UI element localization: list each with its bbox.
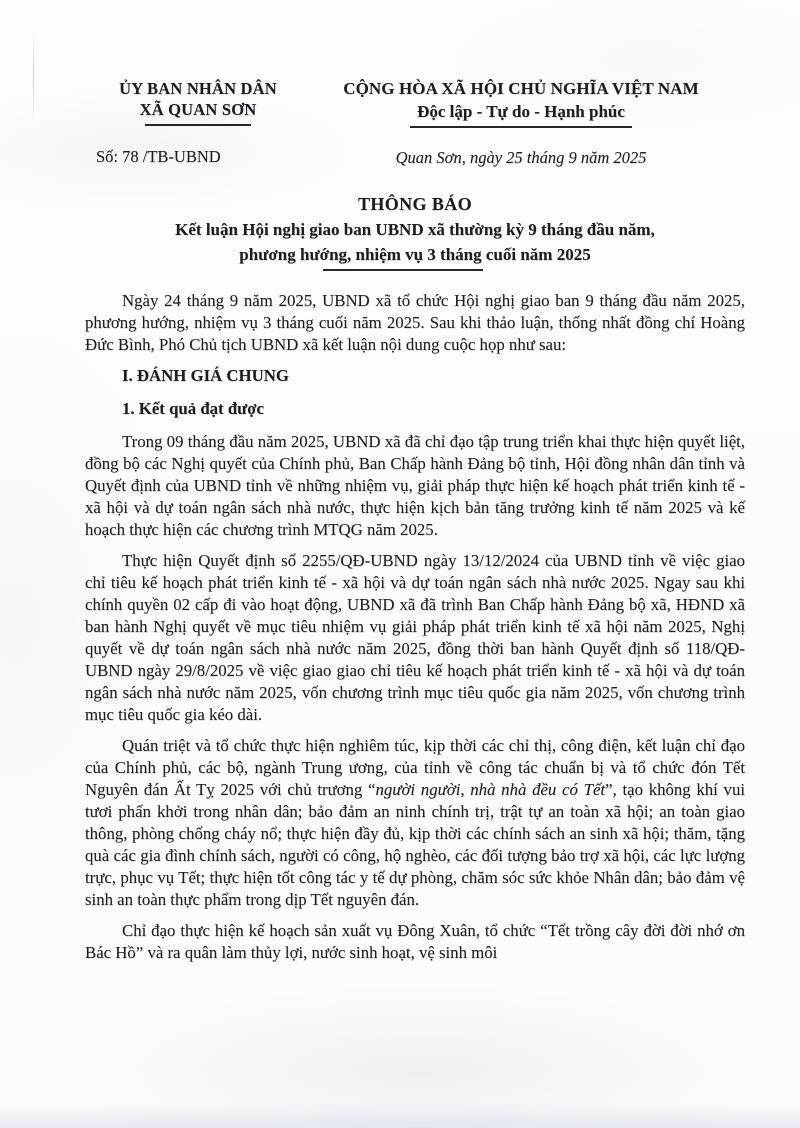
place-date-line: Quan Sơn, ngày 25 tháng 9 năm 2025 bbox=[395, 148, 647, 167]
document-type-title: THÔNG BÁO bbox=[357, 194, 473, 214]
body-paragraph bbox=[85, 920, 745, 964]
title-underline bbox=[323, 269, 483, 271]
paragraph-text: Thực hiện Quyết định số 2255/QĐ-UBND ngày 13/12/2024 của UBND tỉnh về việc giao chỉ tiêu kế hoạch phát triển kinh tế - xã hội và dự toán ngân sách nhà nước 2025. Ngay sau khi chính quyền 02 cấp đi vào hoạt động, UBND xã đã trình Ban Chấp hành Đảng bộ xã, HĐND xã ban hành Nghị quyết về mục tiêu nhiệm vụ giải pháp phát triển kinh tế xã hội năm 2025, Nghị quyết về dự toán ngân sách nhà nước năm 2025, đồng thời ban hành Quyết định số 118/QĐ-UBND ngày 29/8/2025 về việc giao giao chỉ tiêu kế hoạch phát triển kinh tế - xã hội và dự toán ngân sách nhà nước năm 2025, vốn chương trình mục tiêu quốc gia năm 2025, vốn chương trình mục tiêu quốc gia kéo dài. bbox=[85, 551, 745, 724]
document-subject-line1: Kết luận Hội nghị giao ban UBND xã thường kỳ 9 tháng đầu năm, bbox=[175, 220, 655, 239]
national-motto: Độc lập - Tự do - Hạnh phúc bbox=[417, 102, 625, 121]
body-paragraph bbox=[85, 735, 745, 911]
body-paragraph bbox=[85, 550, 745, 726]
paragraph-text: I. ĐÁNH GIÁ CHUNG bbox=[122, 366, 289, 385]
section-heading bbox=[85, 365, 745, 387]
paragraph-text: Ngày 24 tháng 9 năm 2025, UBND xã tổ chức Hội nghị giao ban 9 tháng đầu năm 2025, phương hướng, nhiệm vụ 3 tháng cuối năm 2025. Sau khi thảo luận, thống nhất đồng chí Hoàng Đức Bình, Phó Chủ tịch UBND xã kết luận nội dung cuộc họp như sau: bbox=[85, 291, 745, 354]
issuing-org-block bbox=[86, 78, 310, 167]
motto-underline bbox=[410, 126, 632, 128]
body-paragraph bbox=[85, 431, 745, 541]
document-body bbox=[85, 290, 745, 973]
paragraph-text: ”, tạo không khí vui tươi phấn khởi trong nhân dân; bảo đảm an ninh chính trị, trật tự an toàn xã hội; an toàn giao thông, phòng chống cháy nổ; thực hiện đầy đủ, kịp thời các chính sách an sinh xã hội; thăm, tặng quà các gia đình chính sách, người có công, hộ nghèo, các đối tượng bảo trợ xã hội, các lực lượng trực, phục vụ Tết; thực hiện tốt công tác y tế dự phòng, chăm sóc sức khỏe Nhân dân; bảo đảm vệ sinh an toàn thực phẩm trong dịp Tết nguyên đán. bbox=[85, 780, 745, 909]
issuer-org-name: ỦY BAN NHÂN DÂN bbox=[119, 79, 277, 98]
document-subject-line2: phương hướng, nhiệm vụ 3 tháng cuối năm 2025 bbox=[239, 245, 591, 264]
paragraph-text: 1. Kết quả đạt được bbox=[122, 399, 264, 418]
body-paragraph bbox=[85, 290, 745, 356]
paragraph-text: Chỉ đạo thực hiện kế hoạch sản xuất vụ Đông Xuân, tổ chức “Tết trồng cây đời đời nhớ ơn Bác Hồ” và ra quân làm thủy lợi, nước sinh hoạt, vệ sinh môi bbox=[85, 921, 745, 962]
issuer-org-unit: XÃ QUAN SƠN bbox=[139, 100, 257, 119]
scan-artifact-line bbox=[33, 28, 34, 116]
paragraph-text: Quán triệt và tổ chức thực hiện nghiêm túc, kịp thời các chỉ thị, công điện, kết luận chỉ đạo của Chính phủ, các bộ, ngành Trung ương, của tỉnh về công tác chuẩn bị và tổ chức đón Tết Nguyên đán Ất Tỵ 2025 với chủ trương “ bbox=[85, 736, 745, 799]
scan-bottom-shadow bbox=[0, 1102, 800, 1128]
issuer-underline bbox=[145, 124, 251, 126]
document-title-block bbox=[85, 192, 745, 271]
paragraph-text: Trong 09 tháng đầu năm 2025, UBND xã đã chỉ đạo tập trung triển khai thực hiện quyết liệt, đồng bộ các Nghị quyết của Chính phủ, Ban Chấp hành Đảng bộ tỉnh, Hội đồng nhân dân tỉnh và Quyết định của UBND tỉnh về những nhiệm vụ, giải pháp thực hiện kế hoạch phát triển kinh tế - xã hội và dự toán ngân sách nhà nước, thực hiện kịch bản tăng trưởng kinh tế năm 2025 và kế hoạch thực hiện các chương trình MTQG năm 2025. bbox=[85, 432, 745, 539]
quoted-italic-text: người người, nhà nhà đều có Tết bbox=[375, 780, 606, 799]
section-heading bbox=[85, 398, 745, 420]
national-title: CỘNG HÒA XÃ HỘI CHỦ NGHĨA VIỆT NAM bbox=[343, 79, 699, 98]
document-number: Số: 78 /TB-UBND bbox=[96, 147, 221, 166]
national-motto-block bbox=[316, 78, 726, 168]
